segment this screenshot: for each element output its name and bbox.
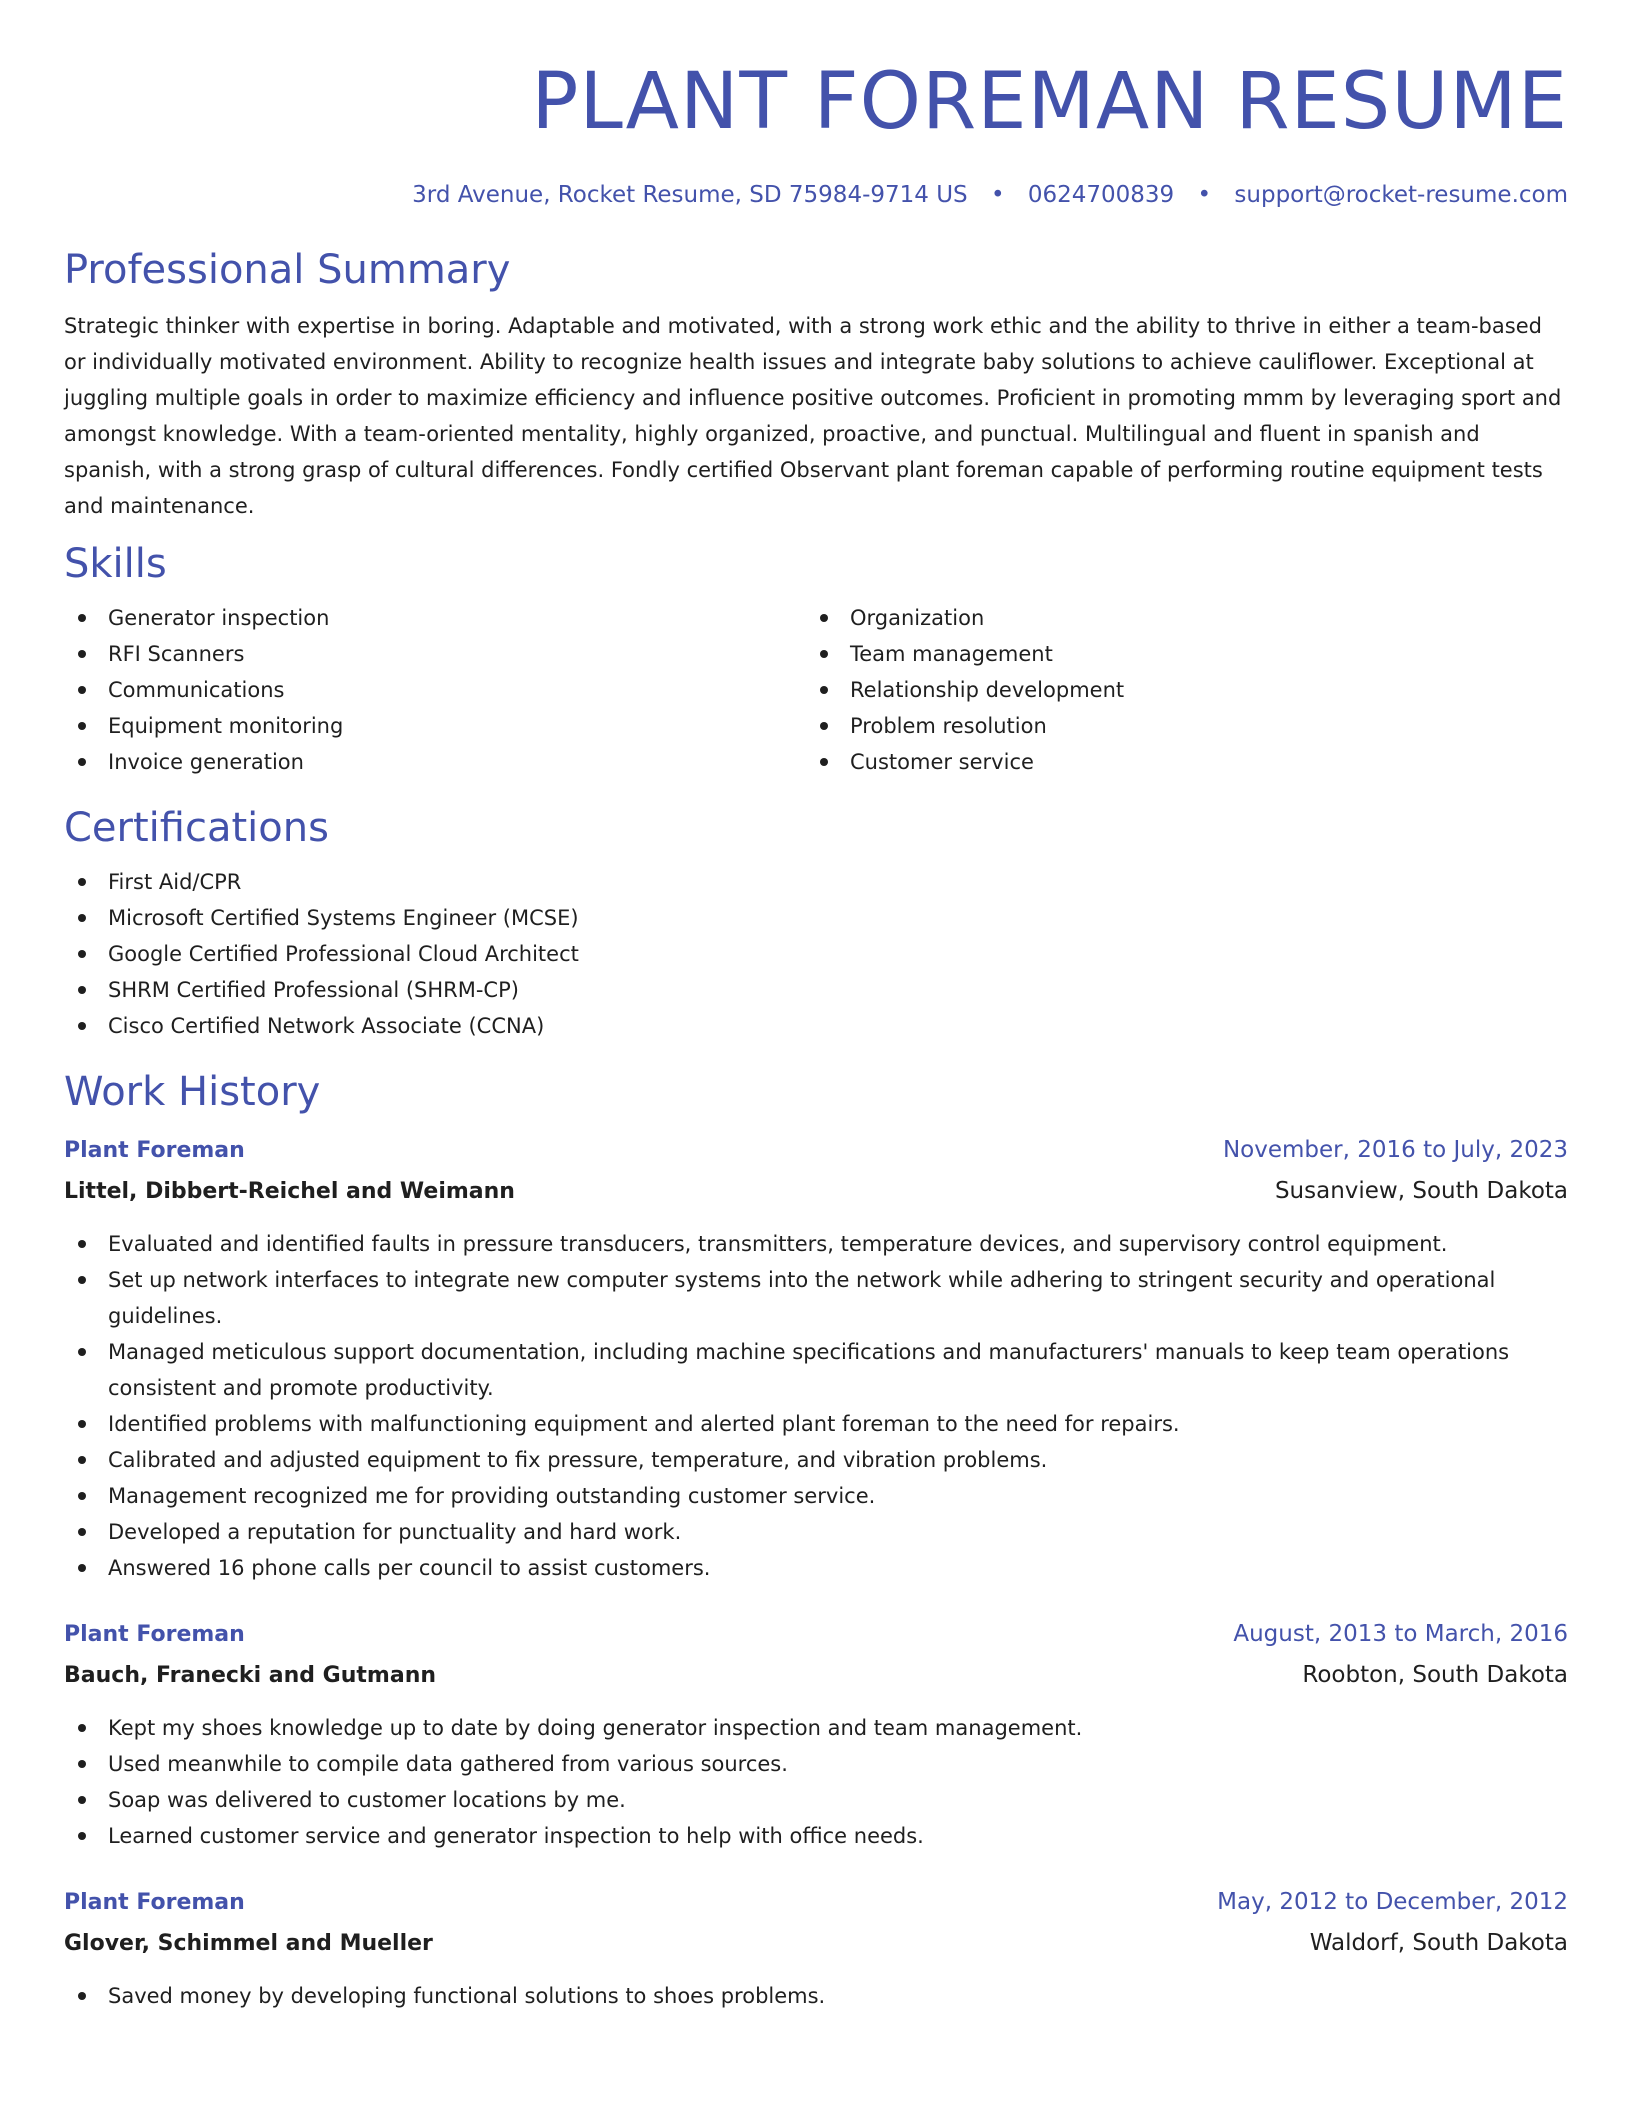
skill-item <box>806 708 1548 744</box>
skill-item <box>806 600 1548 636</box>
skill-label: Organization <box>850 606 985 630</box>
summary-text: Strategic thinker with expertise in boring. Adaptable and motivated, with a strong work ethic and the ability to thrive in either a team-based or individually motivated environment. Ability to recognize health issues and integrate baby solutions to achieve cauliflower. Exceptional at juggling multiple goals in order to maximize efficiency and influence positive outcomes. Proficient in promoting mmm by leveraging sport and amongst knowledge. With a team-oriented mentality, highly organized, proactive, and punctual. Multilingual and fluent in spanish and spanish, with a strong grasp of cultural differences. Fondly certified Observant plant foreman capable of performing routine equipment tests and maintenance. <box>64 314 1562 518</box>
job-title: Plant Foreman <box>64 1890 245 1915</box>
job-duty <box>64 1550 1568 1586</box>
job-duty-text: Identified problems with malfunctioning equipment and alerted plant foreman to the need for repairs. <box>108 1412 1180 1436</box>
job-duty <box>64 1746 1568 1782</box>
skill-item <box>64 672 806 708</box>
bullet-icon <box>78 758 86 766</box>
certification-item <box>64 1008 1568 1044</box>
skills-grid <box>64 600 1568 780</box>
skills-heading: Skills <box>64 541 167 587</box>
bullet-icon <box>78 650 86 658</box>
job-subheader <box>64 1921 1568 1962</box>
bullet-icon <box>78 1992 86 2000</box>
bullet-icon <box>78 1832 86 1840</box>
job-duty <box>64 1226 1568 1262</box>
job-duty <box>64 1478 1568 1514</box>
skill-label: Equipment monitoring <box>108 714 344 738</box>
job-duty-text: Management recognized me for providing outstanding customer service. <box>108 1484 876 1508</box>
bullet-icon <box>78 1724 86 1732</box>
job-duty <box>64 1262 1568 1334</box>
job-duty-text: Saved money by developing functional solutions to shoes problems. <box>108 1984 826 2008</box>
skill-label: Problem resolution <box>850 714 1047 738</box>
contact-info <box>64 178 1568 212</box>
job-dates: November, 2016 to July, 2023 <box>1222 1137 1568 1163</box>
skill-label: Invoice generation <box>108 750 304 774</box>
bullet-icon <box>78 914 86 922</box>
certification-item <box>64 972 1568 1008</box>
skill-item <box>806 744 1548 780</box>
bullet-icon <box>820 686 828 694</box>
job-duty-text: Evaluated and identified faults in pressure transducers, transmitters, temperature devices, and supervisory control equipment. <box>108 1232 1448 1256</box>
contact-phone: 0624700839 <box>1027 182 1175 208</box>
job-duties-list <box>64 1226 1568 1586</box>
job-duty <box>64 1442 1568 1478</box>
bullet-icon <box>78 1420 86 1428</box>
skill-label: Customer service <box>850 750 1034 774</box>
job-duty-text: Used meanwhile to compile data gathered from various sources. <box>108 1752 788 1776</box>
job-location: Susanview, South Dakota <box>1274 1178 1568 1204</box>
resume-title: PLANT FOREMAN RESUME <box>531 57 1568 147</box>
job-header <box>64 1884 1568 1921</box>
job-duty <box>64 1514 1568 1550</box>
contact-separator: • <box>990 182 1005 208</box>
job-entry <box>64 1132 1568 1586</box>
certification-item <box>64 900 1568 936</box>
bullet-icon <box>78 1528 86 1536</box>
job-location: Waldorf, South Dakota <box>1309 1930 1568 1956</box>
contact-email: support@rocket-resume.com <box>1234 182 1568 208</box>
job-duty-text: Set up network interfaces to integrate new computer systems into the network while adhering to stringent security and operational guidelines. <box>108 1268 1496 1328</box>
bullet-icon <box>78 686 86 694</box>
certifications-list <box>64 864 1568 1044</box>
skill-item <box>64 600 806 636</box>
bullet-icon <box>820 722 828 730</box>
certification-label: SHRM Certified Professional (SHRM-CP) <box>108 978 519 1002</box>
bullet-icon <box>78 878 86 886</box>
bullet-icon <box>78 1492 86 1500</box>
summary-heading: Professional Summary <box>64 247 511 293</box>
bullet-icon <box>820 650 828 658</box>
job-duty <box>64 1406 1568 1442</box>
job-duty-text: Developed a reputation for punctuality and hard work. <box>108 1520 682 1544</box>
certification-item <box>64 936 1568 972</box>
job-dates: August, 2013 to March, 2016 <box>1233 1621 1568 1647</box>
bullet-icon <box>78 1564 86 1572</box>
skill-item <box>64 744 806 780</box>
skill-label: Team management <box>850 642 1053 666</box>
skill-item <box>64 708 806 744</box>
bullet-icon <box>78 1348 86 1356</box>
skill-label: RFI Scanners <box>108 642 245 666</box>
job-duties-list <box>64 1978 1568 2014</box>
job-duty-text: Calibrated and adjusted equipment to fix pressure, temperature, and vibration problems. <box>108 1448 1048 1472</box>
bullet-icon <box>78 1022 86 1030</box>
work-history-heading: Work History <box>64 1069 321 1115</box>
bullet-icon <box>78 722 86 730</box>
job-duty <box>64 1782 1568 1818</box>
job-header <box>64 1132 1568 1169</box>
bullet-icon <box>820 758 828 766</box>
job-entry <box>64 1884 1568 2014</box>
skills-list-left <box>64 600 806 780</box>
skill-item <box>806 636 1548 672</box>
job-location: Roobton, South Dakota <box>1302 1662 1568 1688</box>
skills-list-right <box>806 600 1548 780</box>
bullet-icon <box>820 614 828 622</box>
bullet-icon <box>78 950 86 958</box>
certification-label: Microsoft Certified Systems Engineer (MCSE) <box>108 906 579 930</box>
bullet-icon <box>78 614 86 622</box>
bullet-icon <box>78 1456 86 1464</box>
skill-label: Relationship development <box>850 678 1125 702</box>
job-entry <box>64 1616 1568 1854</box>
job-company: Bauch, Franecki and Gutmann <box>64 1663 437 1688</box>
skill-item <box>806 672 1548 708</box>
job-subheader <box>64 1653 1568 1694</box>
job-dates: May, 2012 to December, 2012 <box>1217 1889 1568 1915</box>
bullet-icon <box>78 1276 86 1284</box>
job-title: Plant Foreman <box>64 1138 245 1163</box>
contact-separator: • <box>1197 182 1212 208</box>
bullet-icon <box>78 1240 86 1248</box>
job-duty <box>64 1978 1568 2014</box>
job-duty-text: Learned customer service and generator inspection to help with office needs. <box>108 1824 924 1848</box>
job-duty-text: Managed meticulous support documentation, including machine specifications and manufacturers' manuals to keep team operations consistent and promote productivity. <box>108 1340 1510 1400</box>
contact-address: 3rd Avenue, Rocket Resume, SD 75984-9714 US <box>412 182 968 208</box>
job-company: Littel, Dibbert-Reichel and Weimann <box>64 1179 515 1204</box>
job-duty <box>64 1334 1568 1406</box>
certification-label: Google Certified Professional Cloud Architect <box>108 942 579 966</box>
bullet-icon <box>78 1760 86 1768</box>
job-duty-text: Soap was delivered to customer locations by me. <box>108 1788 626 1812</box>
job-duty-text: Kept my shoes knowledge up to date by doing generator inspection and team management. <box>108 1716 1083 1740</box>
bullet-icon <box>78 986 86 994</box>
bullet-icon <box>78 1796 86 1804</box>
job-duty <box>64 1710 1568 1746</box>
job-header <box>64 1616 1568 1653</box>
skill-item <box>64 636 806 672</box>
job-duty-text: Answered 16 phone calls per council to assist customers. <box>108 1556 711 1580</box>
certification-label: Cisco Certified Network Associate (CCNA) <box>108 1014 545 1038</box>
job-duty <box>64 1818 1568 1854</box>
skill-label: Generator inspection <box>108 606 330 630</box>
job-subheader <box>64 1169 1568 1210</box>
certification-label: First Aid/CPR <box>108 870 242 894</box>
job-duties-list <box>64 1710 1568 1854</box>
job-title: Plant Foreman <box>64 1622 245 1647</box>
skill-label: Communications <box>108 678 285 702</box>
certification-item <box>64 864 1568 900</box>
certifications-heading: Certifications <box>64 805 329 851</box>
job-company: Glover, Schimmel and Mueller <box>64 1931 433 1956</box>
